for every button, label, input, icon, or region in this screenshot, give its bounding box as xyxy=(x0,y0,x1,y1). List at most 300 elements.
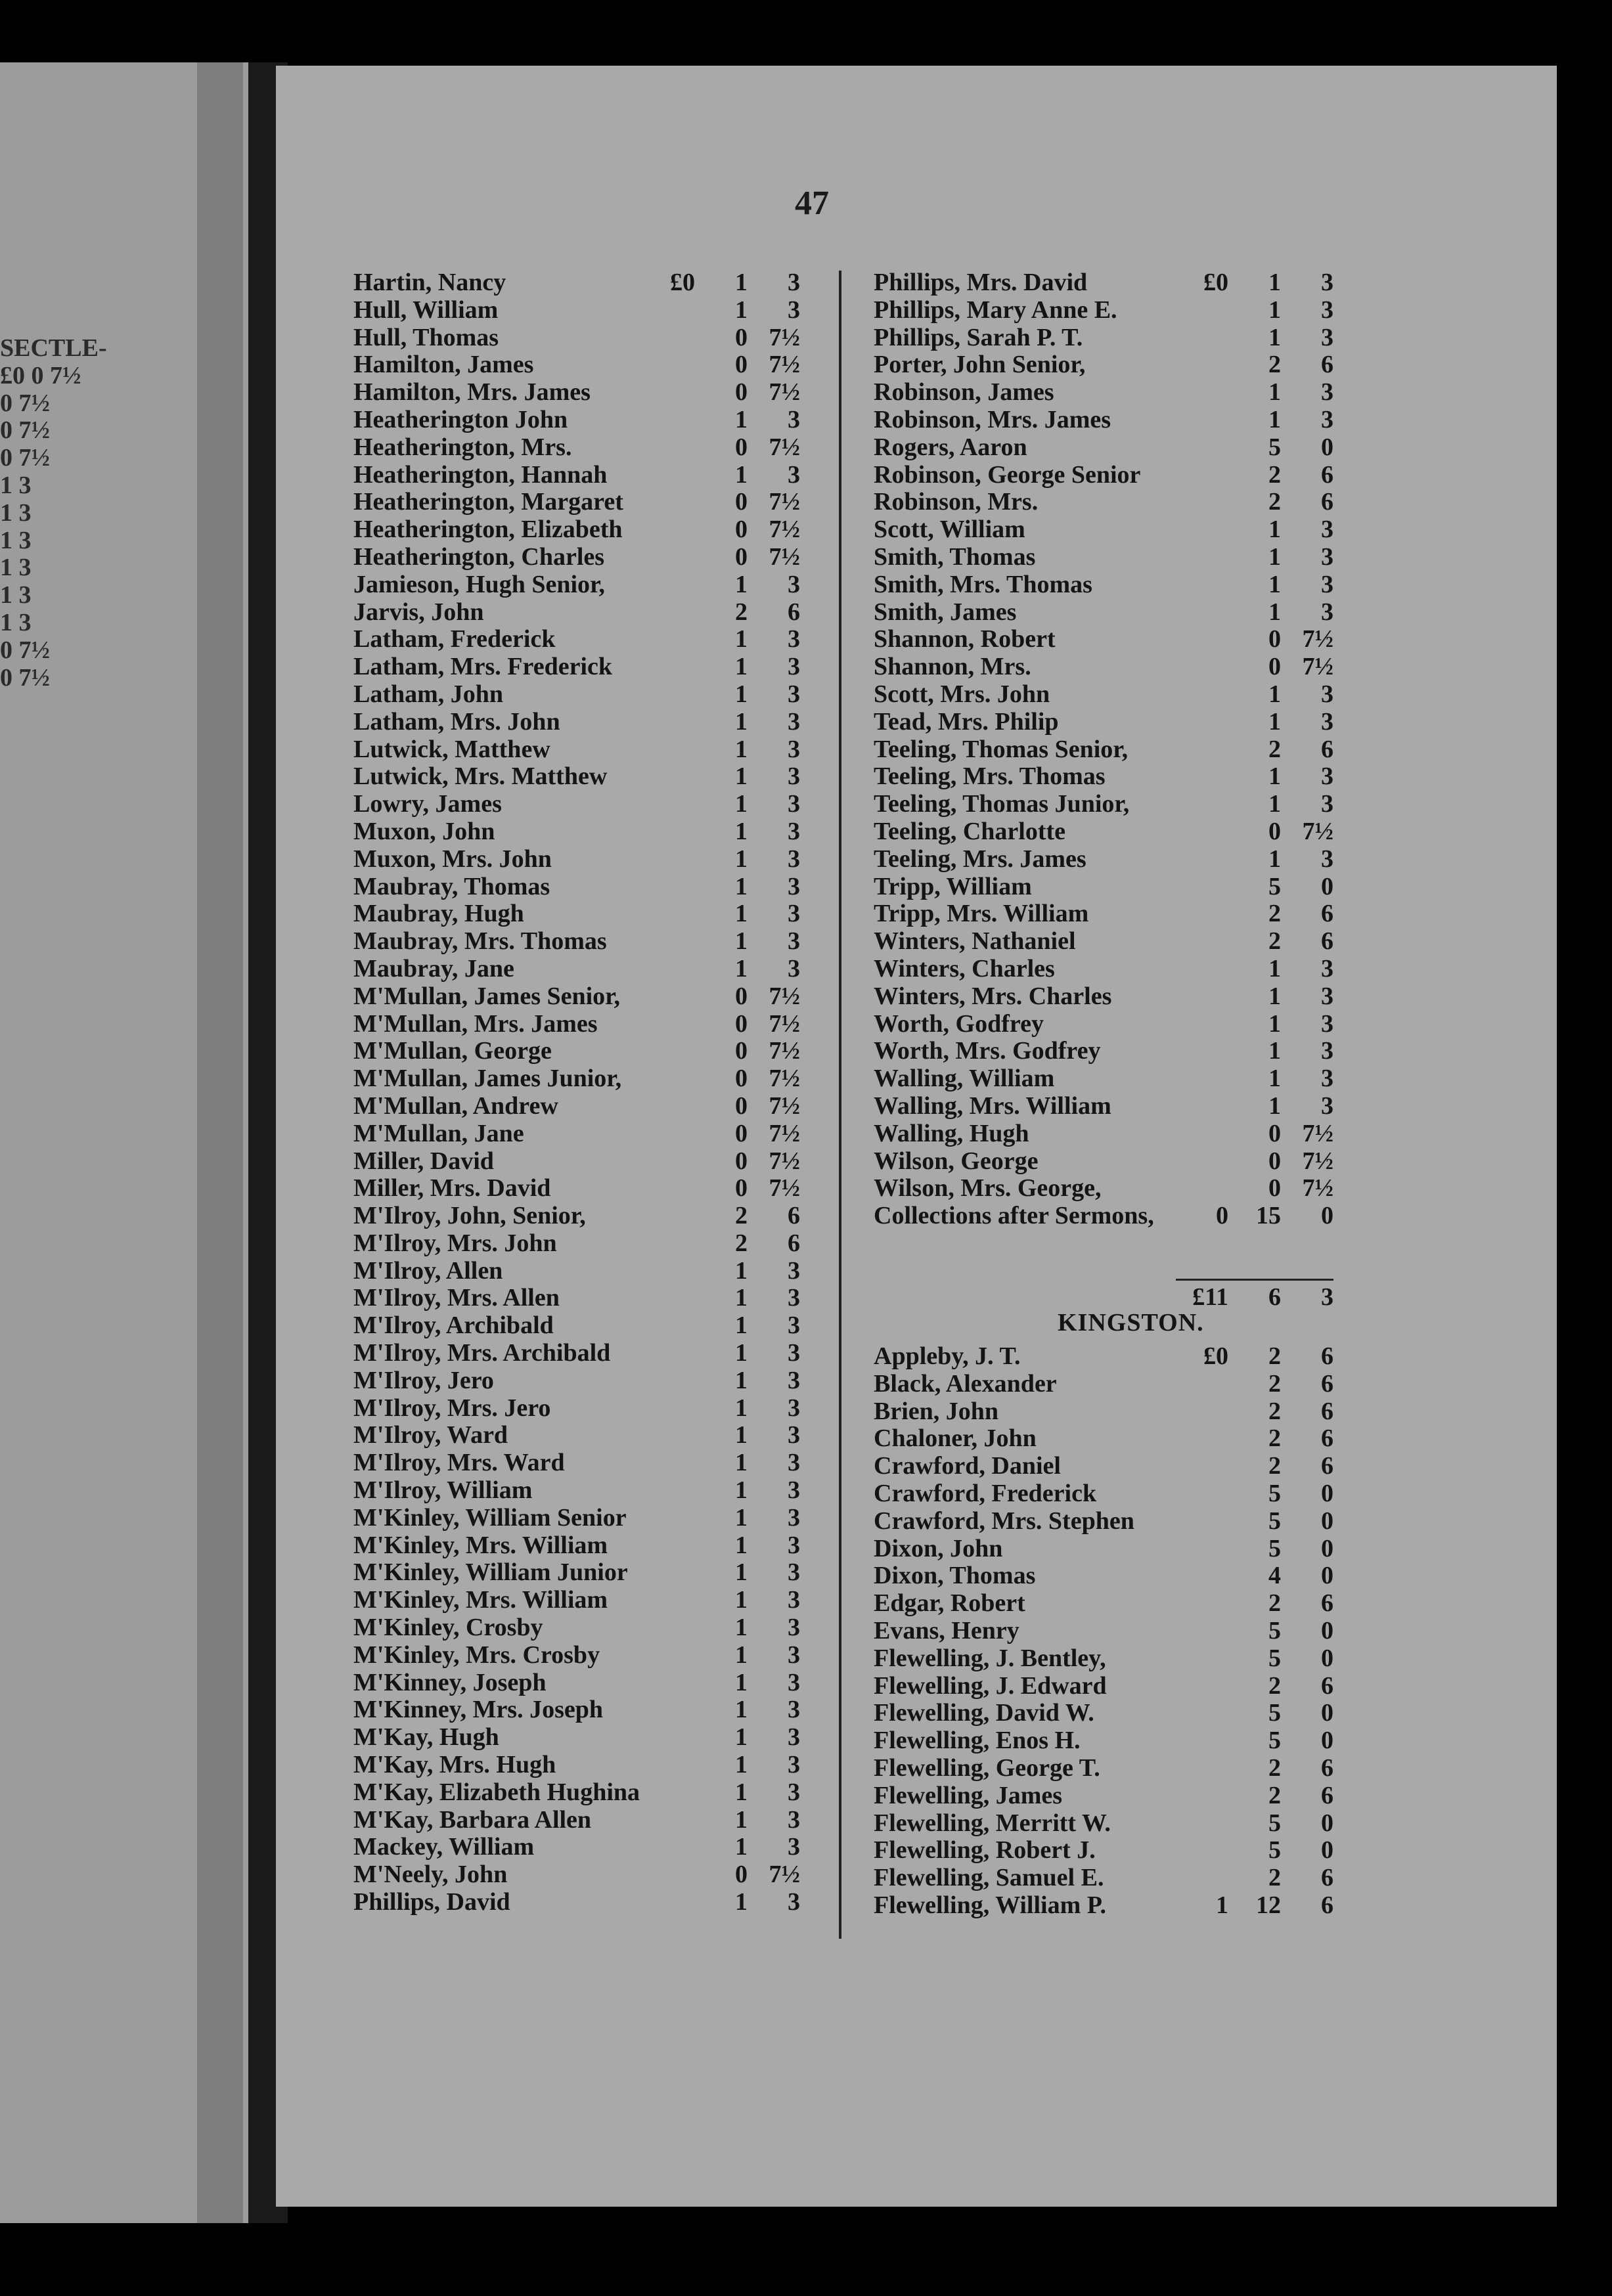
entry-shillings: 5 xyxy=(1268,1644,1281,1672)
entry-pence: 6 xyxy=(1321,1781,1333,1809)
entry-pence: 7½ xyxy=(1302,653,1333,681)
entry-name: Flewelling, J. Bentley, xyxy=(874,1644,1106,1672)
list-item xyxy=(353,1312,800,1340)
list-item xyxy=(353,1532,800,1560)
entry-name: Scott, William xyxy=(874,516,1025,544)
entry-name: Wilson, George xyxy=(874,1147,1039,1175)
subscriber-list-left xyxy=(353,269,800,1916)
entry-shillings: 0 xyxy=(735,323,748,351)
entry-pence: 6 xyxy=(1321,1369,1333,1398)
entry-shillings: 1 xyxy=(735,954,748,982)
entry-pence: 3 xyxy=(788,296,800,324)
entry-pence: 7½ xyxy=(769,516,800,544)
entry-name: M'Neely, John xyxy=(353,1861,508,1889)
entry-name: Phillips, Mrs. David xyxy=(874,269,1088,296)
entry-pence: 7½ xyxy=(769,488,800,516)
list-item xyxy=(874,1562,1333,1590)
entry-pence: 0 xyxy=(1321,1202,1333,1230)
entry-pence: 6 xyxy=(1321,1891,1333,1919)
list-item xyxy=(353,1340,800,1367)
entry-shillings: 1 xyxy=(735,460,748,489)
list-item xyxy=(353,1752,800,1779)
entry-pence: 7½ xyxy=(769,351,800,379)
entry-pence: 6 xyxy=(1321,1397,1333,1425)
entry-pence: 0 xyxy=(1321,1699,1333,1727)
entry-name: Latham, Frederick xyxy=(353,625,556,653)
entry-name: Muxon, Mrs. John xyxy=(353,845,552,873)
subscriber-list-kingston xyxy=(874,1343,1333,1920)
entry-shillings: 2 xyxy=(1268,460,1281,489)
list-item xyxy=(353,653,800,681)
list-item xyxy=(353,818,800,846)
entry-shillings: 1 xyxy=(1268,323,1281,351)
list-item xyxy=(874,709,1333,736)
list-item xyxy=(874,818,1333,846)
entry-name: Smith, Mrs. Thomas xyxy=(874,570,1092,598)
list-item xyxy=(874,736,1333,764)
entry-pence: 3 xyxy=(788,1805,800,1834)
entry-pence: 6 xyxy=(788,598,800,626)
entry-shillings: 1 xyxy=(1268,1037,1281,1065)
entry-pence: 3 xyxy=(788,1284,800,1312)
list-item xyxy=(874,1618,1333,1645)
entry-pence: 6 xyxy=(1321,927,1333,956)
entry-pence: 7½ xyxy=(769,1861,800,1889)
entry-pence: 3 xyxy=(788,1751,800,1779)
entry-name: Scott, Mrs. John xyxy=(874,680,1050,708)
list-item xyxy=(874,1755,1333,1782)
list-item xyxy=(874,571,1333,599)
entry-name: Heatherington, Margaret xyxy=(353,488,623,516)
entry-pence: 0 xyxy=(1321,1479,1333,1507)
entry-shillings: 1 xyxy=(735,1476,748,1505)
entry-shillings: 0 xyxy=(735,1174,748,1203)
entry-name: M'Ilroy, Mrs. Jero xyxy=(353,1394,551,1422)
entry-name: M'Mullan, Jane xyxy=(353,1119,524,1147)
facing-page-fragment: 0 7½ xyxy=(0,636,50,664)
entry-name: M'Ilroy, Jero xyxy=(353,1366,494,1394)
entry-pence: 3 xyxy=(788,570,800,598)
entry-pence: 3 xyxy=(788,872,800,900)
entry-shillings: 1 xyxy=(735,872,748,900)
list-item xyxy=(353,791,800,818)
entry-pence: 3 xyxy=(1321,954,1333,982)
list-item xyxy=(874,1148,1333,1176)
entry-name: M'Kinley, Crosby xyxy=(353,1614,543,1642)
list-item xyxy=(874,846,1333,873)
entry-name: Teeling, Mrs. Thomas xyxy=(874,762,1106,791)
entry-shillings: 1 xyxy=(735,1366,748,1394)
entry-shillings: 1 xyxy=(735,1449,748,1477)
entry-pence: 6 xyxy=(1321,351,1333,379)
list-item xyxy=(353,269,800,297)
entry-shillings: 0 xyxy=(735,542,748,571)
list-item xyxy=(353,1230,800,1258)
entry-pence: 3 xyxy=(788,1312,800,1340)
entry-name: Teeling, Thomas Senior, xyxy=(874,735,1129,763)
entry-shillings: 1 xyxy=(735,1751,748,1779)
list-item xyxy=(353,1505,800,1532)
entry-pence: 3 xyxy=(788,1586,800,1614)
entry-shillings: 1 xyxy=(735,817,748,845)
entry-name: Lowry, James xyxy=(353,790,502,818)
list-item xyxy=(874,1343,1333,1371)
entry-shillings: 1 xyxy=(1268,405,1281,433)
list-item xyxy=(874,1508,1333,1535)
entry-shillings: 2 xyxy=(1268,1589,1281,1618)
entry-pence: 6 xyxy=(1321,1671,1333,1700)
entry-shillings: 1 xyxy=(735,845,748,873)
entry-pence: 3 xyxy=(1321,598,1333,626)
entry-shillings: 0 xyxy=(735,488,748,516)
entry-pence: 7½ xyxy=(769,1009,800,1038)
list-item xyxy=(353,1038,800,1065)
entry-shillings: 2 xyxy=(1268,351,1281,379)
entry-shillings: 1 xyxy=(1268,570,1281,598)
list-item xyxy=(353,1779,800,1807)
list-item xyxy=(353,900,800,928)
entry-name: M'Ilroy, Mrs. John xyxy=(353,1229,557,1257)
entry-name: Chaloner, John xyxy=(874,1424,1037,1453)
entry-pence: 3 xyxy=(788,653,800,681)
list-item xyxy=(353,1011,800,1038)
entry-name: M'Kay, Mrs. Hugh xyxy=(353,1751,556,1779)
list-item xyxy=(353,1724,800,1752)
entry-shillings: 5 xyxy=(1268,433,1281,461)
list-item xyxy=(353,1093,800,1120)
entry-pounds: 0 xyxy=(1216,1202,1228,1230)
entry-shillings: 1 xyxy=(735,269,748,296)
entry-pence: 7½ xyxy=(769,433,800,461)
entry-shillings: 0 xyxy=(1268,653,1281,681)
entry-name: Worth, Mrs. Godfrey xyxy=(874,1037,1101,1065)
list-item xyxy=(874,626,1333,653)
list-item xyxy=(874,1892,1333,1920)
entry-name: M'Ilroy, William xyxy=(353,1476,533,1505)
entry-shillings: 0 xyxy=(1268,1147,1281,1175)
entry-name: Rogers, Aaron xyxy=(874,433,1027,461)
entry-shillings: 1 xyxy=(1268,598,1281,626)
entry-shillings: 0 xyxy=(735,433,748,461)
entry-shillings: 0 xyxy=(735,982,748,1010)
page-number: 47 xyxy=(795,185,829,222)
list-item xyxy=(874,1810,1333,1838)
entry-pence: 3 xyxy=(788,817,800,845)
entry-shillings: 1 xyxy=(735,1696,748,1724)
list-item xyxy=(353,1834,800,1861)
entry-name: Black, Alexander xyxy=(874,1369,1057,1398)
entry-shillings: 1 xyxy=(735,405,748,433)
list-item xyxy=(353,1148,800,1176)
entry-name: Hamilton, Mrs. James xyxy=(353,378,591,407)
entry-pence: 3 xyxy=(788,680,800,708)
facing-page-fragment: 1 3 xyxy=(0,608,32,636)
entry-shillings: 1 xyxy=(735,680,748,708)
list-item xyxy=(353,736,800,764)
entry-shillings: 0 xyxy=(735,1065,748,1093)
entry-shillings: 1 xyxy=(1268,1092,1281,1120)
entry-pence: 3 xyxy=(788,269,800,296)
entry-shillings: 1 xyxy=(1268,680,1281,708)
list-item xyxy=(353,1614,800,1642)
list-item xyxy=(353,956,800,983)
entry-pence: 6 xyxy=(788,1229,800,1257)
entry-pence: 3 xyxy=(788,1723,800,1752)
entry-shillings: 1 xyxy=(1268,1065,1281,1093)
list-item xyxy=(353,1889,800,1916)
entry-pence: 3 xyxy=(788,707,800,736)
entry-shillings: 1 xyxy=(735,1668,748,1696)
entry-pence: 0 xyxy=(1321,433,1333,461)
entry-name: Wilson, Mrs. George, xyxy=(874,1174,1102,1203)
entry-name: M'Kinney, Mrs. Joseph xyxy=(353,1696,604,1724)
entry-name: M'Mullan, Andrew xyxy=(353,1092,558,1120)
entry-name: Robinson, George Senior xyxy=(874,460,1141,489)
entry-shillings: 1 xyxy=(735,1339,748,1367)
entry-name: M'Mullan, James Senior, xyxy=(353,982,621,1010)
entry-pence: 3 xyxy=(1321,516,1333,544)
entry-pence: 7½ xyxy=(769,542,800,571)
list-item xyxy=(353,1669,800,1697)
entry-shillings: 1 xyxy=(1268,790,1281,818)
entry-shillings: 2 xyxy=(735,1229,748,1257)
entry-name: M'Ilroy, Archibald xyxy=(353,1312,554,1340)
entry-name: Edgar, Robert xyxy=(874,1589,1025,1618)
entry-name: Walling, Hugh xyxy=(874,1119,1029,1147)
entry-shillings: 2 xyxy=(1268,488,1281,516)
entry-shillings: 0 xyxy=(735,516,748,544)
entry-name: Heatherington, Mrs. xyxy=(353,433,572,461)
entry-pence: 3 xyxy=(788,762,800,791)
entry-shillings: 1 xyxy=(735,790,748,818)
entry-shillings: 1 xyxy=(1268,516,1281,544)
entry-name: Robinson, James xyxy=(874,378,1054,407)
entry-pence: 3 xyxy=(788,1833,800,1861)
entry-pence: 3 xyxy=(788,954,800,982)
facing-page-fragments xyxy=(0,335,145,2042)
entry-pence: 3 xyxy=(788,1696,800,1724)
entry-pence: 3 xyxy=(1321,378,1333,407)
entry-shillings: 1 xyxy=(1268,269,1281,296)
entry-shillings: 1 xyxy=(735,1394,748,1422)
entry-shillings: 1 xyxy=(735,1531,748,1559)
list-item xyxy=(353,1065,800,1093)
entry-shillings: 1 xyxy=(1268,982,1281,1010)
facing-page-fragment: 0 7½ xyxy=(0,663,50,692)
entry-name: M'Kinley, William Junior xyxy=(353,1558,628,1587)
entry-shillings: 5 xyxy=(1268,1534,1281,1562)
entry-pence: 3 xyxy=(788,845,800,873)
entry-name: Miller, David xyxy=(353,1147,494,1175)
entry-name: Brien, John xyxy=(874,1397,999,1425)
entry-shillings: 1 xyxy=(735,1888,748,1916)
entry-pence: 6 xyxy=(788,1202,800,1230)
entry-shillings: 1 xyxy=(1268,707,1281,736)
entry-pence: 3 xyxy=(788,1421,800,1449)
entry-name: Maubray, Mrs. Thomas xyxy=(353,927,607,956)
entry-name: Winters, Charles xyxy=(874,954,1055,982)
list-item xyxy=(874,351,1333,379)
total-pounds: £11 xyxy=(1192,1283,1228,1311)
entry-pence: 0 xyxy=(1321,1562,1333,1590)
entry-shillings: 0 xyxy=(735,351,748,379)
entry-shillings: 1 xyxy=(735,735,748,763)
list-item xyxy=(874,1065,1333,1093)
entry-pence: 3 xyxy=(1321,542,1333,571)
entry-pence: 3 xyxy=(788,900,800,928)
list-item xyxy=(353,1449,800,1477)
list-item xyxy=(874,1782,1333,1810)
list-item xyxy=(353,1120,800,1148)
total-row xyxy=(874,1284,1333,1312)
facing-page-fragment: £0 0 7½ xyxy=(0,361,81,389)
entry-name: Shannon, Mrs. xyxy=(874,653,1031,681)
entry-name: Jarvis, John xyxy=(353,598,484,626)
list-item xyxy=(874,928,1333,956)
entry-pence: 7½ xyxy=(1302,1174,1333,1203)
list-item xyxy=(353,1861,800,1889)
entry-pence: 6 xyxy=(1321,1864,1333,1892)
entry-shillings: 1 xyxy=(1268,542,1281,571)
facing-page-fragment: SECTLE- xyxy=(0,334,107,362)
list-item xyxy=(874,324,1333,352)
entry-pence: 3 xyxy=(788,1449,800,1477)
entry-shillings: 5 xyxy=(1268,1479,1281,1507)
entry-name: M'Mullan, George xyxy=(353,1037,552,1065)
entry-shillings: 0 xyxy=(735,1147,748,1175)
list-item xyxy=(353,1422,800,1449)
entry-name: Smith, James xyxy=(874,598,1017,626)
entry-name: Teeling, Mrs. James xyxy=(874,845,1086,873)
entry-shillings: 15 xyxy=(1256,1202,1281,1230)
entry-pence: 7½ xyxy=(769,982,800,1010)
entry-name: M'Ilroy, John, Senior, xyxy=(353,1202,586,1230)
entry-shillings: 1 xyxy=(735,1805,748,1834)
list-item xyxy=(353,1367,800,1395)
entry-name: Maubray, Hugh xyxy=(353,900,524,928)
entry-shillings: 5 xyxy=(1268,1727,1281,1755)
entry-name: Winters, Mrs. Charles xyxy=(874,982,1112,1010)
entry-name: Tripp, Mrs. William xyxy=(874,900,1089,928)
entry-pence: 3 xyxy=(1321,1065,1333,1093)
facing-page-fragment: 0 7½ xyxy=(0,416,50,445)
entry-name: Heatherington, Charles xyxy=(353,542,605,571)
list-item xyxy=(874,434,1333,462)
entry-shillings: 5 xyxy=(1268,872,1281,900)
entry-pence: 3 xyxy=(1321,1037,1333,1065)
list-item xyxy=(874,791,1333,818)
list-item xyxy=(874,407,1333,434)
entry-shillings: 1 xyxy=(735,1503,748,1532)
facing-page-fragment: 0 7½ xyxy=(0,389,50,417)
list-item xyxy=(874,681,1333,709)
entry-shillings: 0 xyxy=(1268,625,1281,653)
entry-pence: 3 xyxy=(1321,1009,1333,1038)
entry-name: Maubray, Jane xyxy=(353,954,514,982)
entry-pence: 3 xyxy=(1321,405,1333,433)
list-item xyxy=(874,1700,1333,1727)
list-item xyxy=(353,599,800,627)
list-item xyxy=(353,983,800,1011)
entry-name: Flewelling, Robert J. xyxy=(874,1836,1096,1865)
entry-pence: 3 xyxy=(788,735,800,763)
entry-name: Winters, Nathaniel xyxy=(874,927,1076,956)
entry-name: M'Kinley, Mrs. William xyxy=(353,1531,608,1559)
entry-shillings: 2 xyxy=(1268,1671,1281,1700)
column-divider xyxy=(839,271,841,1939)
entry-name: Flewelling, William P. xyxy=(874,1891,1106,1919)
list-item xyxy=(874,1837,1333,1865)
facing-page-fragment: 1 3 xyxy=(0,581,32,609)
entry-pence: 6 xyxy=(1321,1424,1333,1453)
entry-pence: 3 xyxy=(788,1366,800,1394)
list-item xyxy=(874,1398,1333,1426)
list-item xyxy=(353,1395,800,1423)
entry-name: Flewelling, George T. xyxy=(874,1754,1100,1782)
entry-pence: 3 xyxy=(788,1614,800,1642)
entry-name: Crawford, Frederick xyxy=(874,1479,1097,1507)
entry-shillings: 1 xyxy=(735,1312,748,1340)
entry-name: Dixon, Thomas xyxy=(874,1562,1036,1590)
entry-pence: 0 xyxy=(1321,1644,1333,1672)
entry-pence: 0 xyxy=(1321,1727,1333,1755)
entry-shillings: 2 xyxy=(1268,1781,1281,1809)
entry-pence: 7½ xyxy=(1302,1147,1333,1175)
entry-shillings: 1 xyxy=(1268,762,1281,791)
entry-shillings: 1 xyxy=(735,625,748,653)
entry-pence: 7½ xyxy=(1302,625,1333,653)
entry-name: M'Kay, Barbara Allen xyxy=(353,1805,592,1834)
list-item xyxy=(874,1038,1333,1065)
entry-pence: 3 xyxy=(788,1641,800,1669)
list-item xyxy=(353,681,800,709)
list-item xyxy=(874,956,1333,983)
list-item xyxy=(874,653,1333,681)
facing-page-left xyxy=(0,62,259,2223)
entry-name: Collections after Sermons, xyxy=(874,1202,1154,1230)
list-item xyxy=(353,462,800,489)
entry-shillings: 1 xyxy=(735,1421,748,1449)
entry-name: M'Kay, Hugh xyxy=(353,1723,499,1752)
entry-pence: 3 xyxy=(788,1668,800,1696)
entry-pence: 7½ xyxy=(769,323,800,351)
entry-shillings: 0 xyxy=(735,378,748,407)
entry-pence: 6 xyxy=(1321,1342,1333,1370)
list-item xyxy=(874,489,1333,516)
list-item xyxy=(353,407,800,434)
list-item xyxy=(874,1203,1333,1230)
list-item xyxy=(353,489,800,516)
list-item xyxy=(874,1120,1333,1148)
entry-shillings: 2 xyxy=(1268,900,1281,928)
entry-pence: 6 xyxy=(1321,900,1333,928)
entry-pence: 3 xyxy=(1321,570,1333,598)
list-item xyxy=(353,516,800,544)
entry-name: Shannon, Robert xyxy=(874,625,1056,653)
list-item xyxy=(353,626,800,653)
facing-page-fragment: 1 3 xyxy=(0,498,32,527)
entry-pence: 7½ xyxy=(769,1092,800,1120)
entry-name: M'Kinley, Mrs. Crosby xyxy=(353,1641,600,1669)
facing-page-fragment: 1 3 xyxy=(0,554,32,582)
list-item xyxy=(353,324,800,352)
entry-shillings: 0 xyxy=(1268,1119,1281,1147)
entry-name: M'Kinney, Joseph xyxy=(353,1668,547,1696)
entry-pence: 0 xyxy=(1321,1836,1333,1865)
list-item xyxy=(353,928,800,956)
list-item xyxy=(874,544,1333,571)
list-item xyxy=(874,516,1333,544)
